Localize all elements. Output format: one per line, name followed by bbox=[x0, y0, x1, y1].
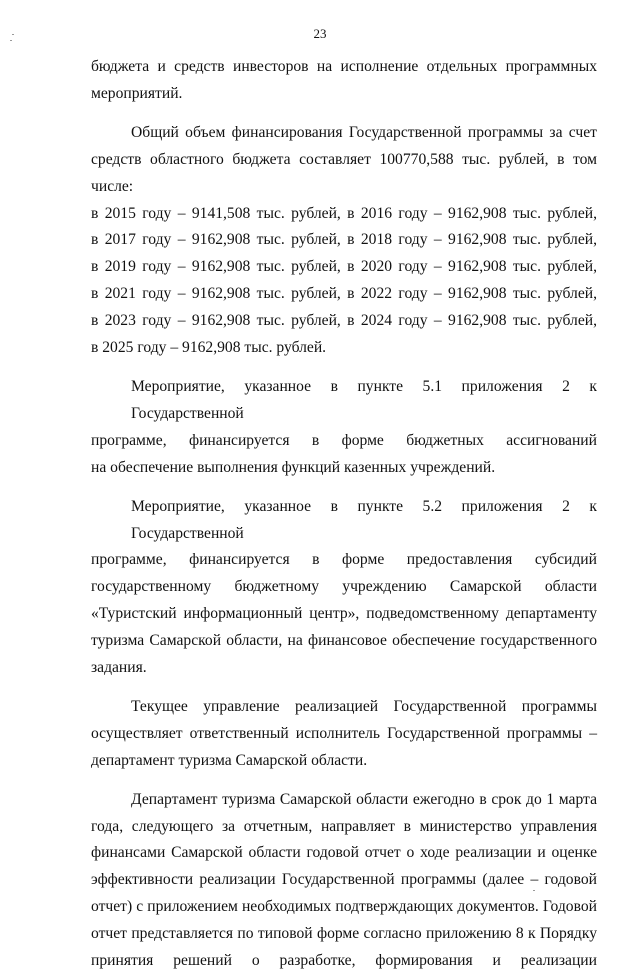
paragraph-continuation bbox=[91, 54, 597, 108]
paragraph-measure-5-2 bbox=[91, 494, 597, 682]
text-line: в 2021 году – 9162,908 тыс. рублей, в 2022 году – 9162,908 тыс. рублей, bbox=[91, 285, 597, 303]
text-line: года, следующего за отчетным, направляет в министерство управления bbox=[91, 817, 597, 835]
text-line: в 2015 году – 9141,508 тыс. рублей, в 2016 году – 9162,908 тыс. рублей, bbox=[91, 204, 597, 222]
paragraph-annual-report bbox=[91, 787, 597, 975]
text-line: государственному бюджетному учреждению Самарской области bbox=[91, 578, 597, 596]
text-line: «Туристский информационный центр», подведомственному департаменту bbox=[91, 605, 597, 623]
document-body bbox=[91, 54, 597, 975]
text-line: департамент туризма Самарской области. bbox=[91, 751, 368, 769]
text-line: осуществляет ответственный исполнитель Государственной программы – bbox=[91, 724, 597, 742]
text-line: Мероприятие, указанное в пункте 5.1 приложения 2 к Государственной bbox=[131, 377, 597, 422]
paragraph-funding-volume bbox=[91, 120, 597, 362]
scan-speck bbox=[533, 890, 535, 891]
text-line: бюджета и средств инвесторов на исполнение отдельных программных bbox=[91, 58, 597, 75]
paragraph-measure-5-1 bbox=[91, 374, 597, 482]
text-line: в 2023 году – 9162,908 тыс. рублей, в 2024 году – 9162,908 тыс. рублей, bbox=[91, 312, 597, 330]
scan-speck bbox=[12, 34, 14, 35]
text-line: Департамент туризма Самарской области ежегодно в срок до 1 марта bbox=[131, 790, 597, 808]
text-line: в 2025 году – 9162,908 тыс. рублей. bbox=[91, 339, 327, 357]
text-line: задания. bbox=[91, 659, 147, 677]
text-line: программе, финансируется в форме бюджетных ассигнований bbox=[91, 431, 597, 449]
text-line: мероприятий. bbox=[91, 84, 183, 102]
text-line: отчет представляется по типовой форме согласно приложению 8 к Порядку bbox=[91, 925, 597, 943]
text-line: туризма Самарской области, на финансовое обеспечение государственного bbox=[91, 632, 597, 650]
text-line: отчет) с приложением необходимых подтверждающих документов. Годовой bbox=[91, 898, 597, 916]
text-line: в 2019 году – 9162,908 тыс. рублей, в 2020 году – 9162,908 тыс. рублей, bbox=[91, 258, 597, 276]
page-number: 23 bbox=[313, 26, 327, 41]
text-line: в 2017 году – 9162,908 тыс. рублей, в 2018 году – 9162,908 тыс. рублей, bbox=[91, 231, 597, 249]
paragraph-current-management bbox=[91, 694, 597, 775]
text-line: Текущее управление реализацией Государственной программы bbox=[131, 697, 597, 715]
text-line: Мероприятие, указанное в пункте 5.2 приложения 2 к Государственной bbox=[131, 497, 597, 542]
text-line: Общий объем финансирования Государственной программы за счет bbox=[131, 123, 597, 141]
text-line: эффективности реализации Государственной программы (далее – годовой bbox=[91, 871, 597, 889]
text-line: принятия решений о разработке, формирования и реализации bbox=[91, 952, 597, 970]
text-line: программе, финансируется в форме предоставления субсидий bbox=[91, 551, 597, 569]
text-line: на обеспечение выполнения функций казенных учреждений. bbox=[91, 458, 496, 476]
text-line: средств областного бюджета составляет 100770,588 тыс. рублей, в том числе: bbox=[91, 150, 597, 195]
scan-speck bbox=[10, 40, 12, 41]
text-line: финансами Самарской области годовой отчет о ходе реализации и оценке bbox=[91, 844, 597, 862]
